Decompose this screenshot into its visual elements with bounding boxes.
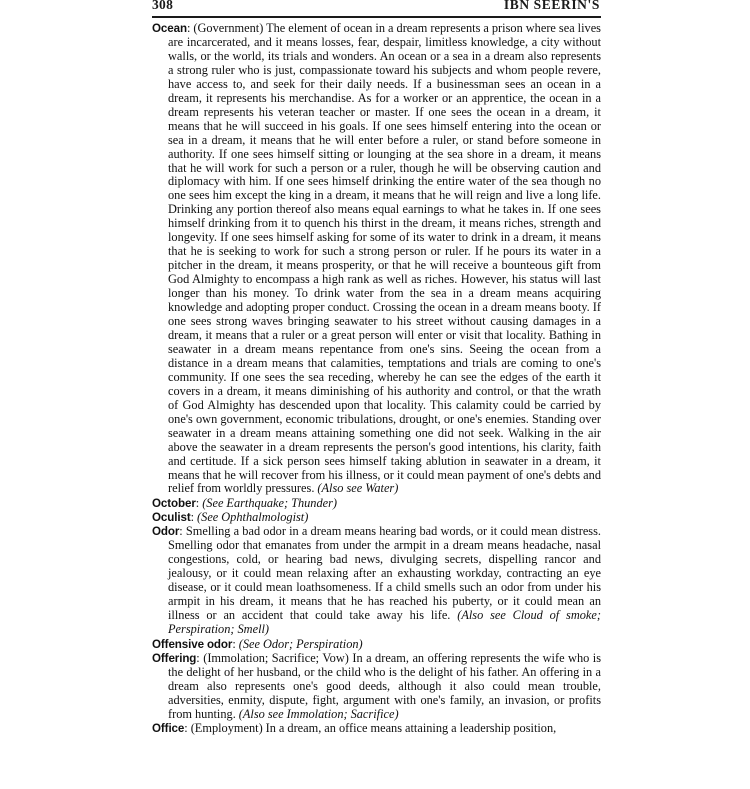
entry-body: (Government) The element of ocean in a dream represents a prison where sea lives are incarcerated, and it means losses, fear, despair, limitless knowledge, a city without walls, or the world, its trials and wonders. An ocean or a sea in a dream also represents a strong ruler who is just, compassionate toward his subjects and whom people revere, have access to, and seek for their daily needs. If a businessman sees an ocean in a dream, it represents his merchandise. As for a worker or an apprentice, the ocean in a dream represents his veteran teacher or master. If one sees the ocean in a dream, it means that he will succeed in his goals. If one sees himself entering into the ocean or sea in a dream, it means that he will enter before a ruler, or stand before someone in authority. If one sees himself sitting or lounging at the sea shore in a dream, it means that he will work for such a person or a ruler, though he will be observing caution and diplomacy with him. If one sees himself drinking the entire water of the sea though no one sees him except the king in a dream, it means that he will reign and live a long life. Drinking any portion thereof also means equal earnings to what he takes in. If one sees himself drinking from it to quench his thirst in the dream, it means riches, strength and longevity. If one sees himself asking for some of its water to drink in a dream, it means that he is seeking to work for such a strong person or ruler. If he pours its water in a pitcher in the dream, it means prosperity, or that he will receive a bounteous gift from God Almighty to encompass a high rank as well as riches. However, his status will last longer than his money. To drink water from the sea in a dream means acquiring knowledge and adopting proper conduct. Crossing the ocean in a dream means booty. If one sees strong waves bringing seawater to his street without causing damages in a dream, it means that a ruler or a great person will enter or visit that locality. Bathing in seawater in a dream means repentance from one's sins. Seeing the ocean from a distance in a dream means that calamities, temptations and trials are coming to one's community. If one sees the sea receding, whereby he can see the edges of the earth it covers in a dream, it means diminishing of his authority and control, or that the wrath of God Almighty has descended upon that locality. This calamity could be carried by one's own government, economic tribulations, drought, or one's enemies. Standing over seawater in a dream means attaining something one did not seek. Walking in the air above the seawater in a dream represents the person's good intentions, his clarity, faith and certitude. If a sick person sees himself taking ablution in seawater in a dream, it means that he will recover from his illness, or it could mean payment of one's debts and relief from worldly pressures. <box>168 21 601 496</box>
entry-headword: Ocean <box>152 22 187 35</box>
dictionary-entry <box>152 22 601 496</box>
entry-crossref: (Also see Water) <box>317 481 399 496</box>
entry-crossref: (See Earthquake; Thunder) <box>202 495 338 510</box>
entry-separator: : <box>195 495 203 510</box>
entry-crossref: (Also see Immolation; Sacrifice) <box>238 706 399 721</box>
entry-headword: Offering <box>152 651 197 665</box>
entry-headword: Offensive odor <box>152 637 233 651</box>
entry-separator: : <box>186 21 194 35</box>
dictionary-entry <box>152 497 601 511</box>
entry-separator: : <box>184 721 191 735</box>
entry-separator: : <box>232 636 239 651</box>
running-head <box>152 0 600 17</box>
entry-headword: Office <box>152 722 185 735</box>
entry-separator: : <box>179 524 186 539</box>
entry-body: (Employment) In a dream, an office means attaining a leadership position, <box>190 721 557 735</box>
entry-body: (Immolation; Sacrifice; Vow) In a dream, an offering represents the wife who is the delight of her husband, or the child who is the delight of his father. An offering in a dream also represents one's good deeds, although it also could mean trouble, adversities, enmity, dispute, fight, argument with one's family, an invasion, or profits from hunting. <box>168 650 601 721</box>
dictionary-entry <box>152 511 601 525</box>
entry-body: Smelling a bad odor in a dream means hearing bad words, or it could mean distress. Smelling odor that emanates from under the armpit in a dream means headache, nasal congestions, cold, or hearing bad news, divulging secrets, dispelling rancor and jealousy, or it could mean relaxing after an exhausting workday, contracting an eye disease, or it could mean loathsomeness. If a child smells such an odor from under his armpit in his dream, it means that he has reached his puberty, or it could mean an illness or an accident that could take away his life. <box>168 524 601 623</box>
dictionary-entry <box>152 525 601 637</box>
page-number: 308 <box>152 0 174 12</box>
entry-headword: Odor <box>152 525 180 539</box>
text-column <box>152 22 601 736</box>
entry-headword: Oculist <box>152 511 191 525</box>
entry-headword: October <box>152 496 196 510</box>
dictionary-entry <box>152 638 601 652</box>
entry-crossref: (See Ophthalmologist) <box>197 510 309 525</box>
dictionary-entry <box>152 722 601 736</box>
running-title: IBN SEERIN'S <box>503 0 600 12</box>
entry-crossref: (See Odor; Perspiration) <box>238 636 363 651</box>
dictionary-entry <box>152 652 601 722</box>
entry-crossref: (Also see Cloud of smoke; Perspiration; Smell) <box>168 608 602 637</box>
header-rule <box>152 16 601 18</box>
entry-separator: : <box>196 650 204 665</box>
entry-separator: : <box>190 510 198 525</box>
